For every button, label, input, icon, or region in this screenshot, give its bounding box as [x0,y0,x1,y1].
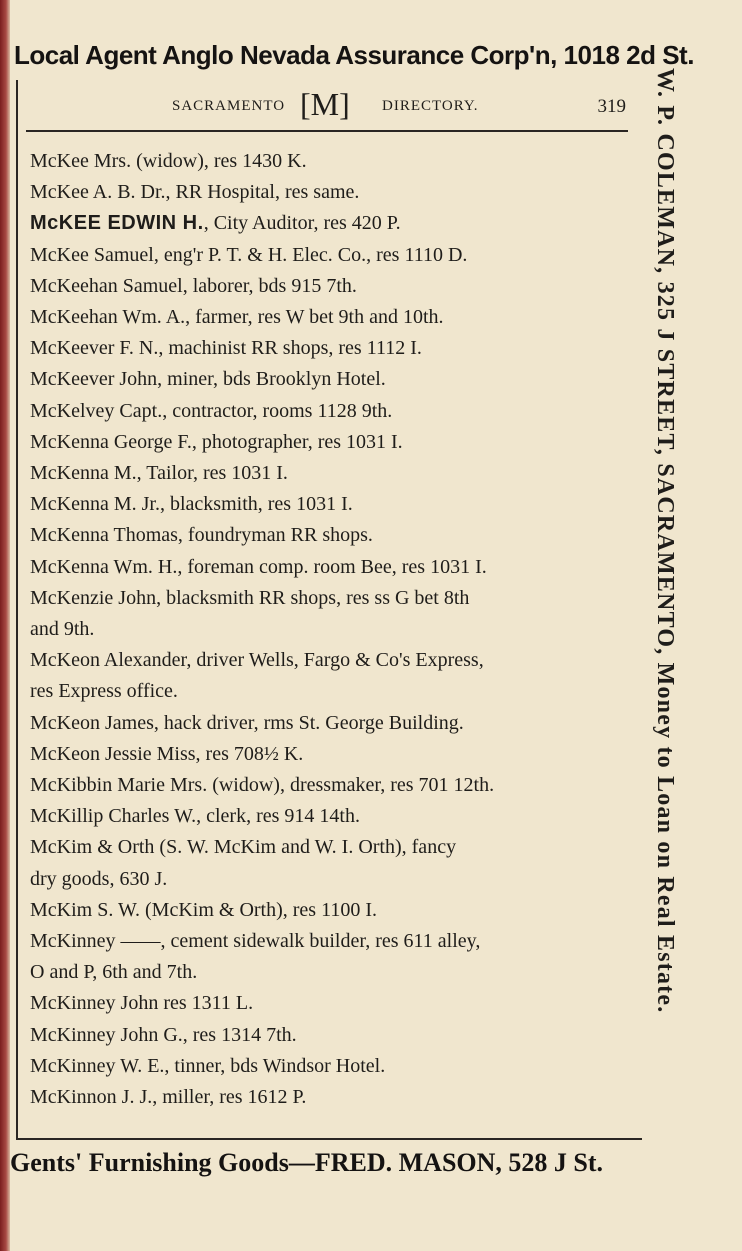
directory-entries [30,146,630,1113]
entry-continuation: dry goods, 630 J. [30,867,168,890]
entry-text: McKenzie John, blacksmith RR shops, res ss G bet 8th [30,586,470,609]
top-advertisement: Local Agent Anglo Nevada Assurance Corp'n, 1018 2d St. [14,40,694,70]
entry-text: McKeon Alexander, driver Wells, Fargo & Co's Express, [30,649,484,672]
entry-text: McKenna Thomas, foundryman RR shops. [30,524,373,547]
book-spine-edge [0,0,10,1251]
directory-entry [30,988,630,1019]
directory-entry [30,645,630,707]
directory-entry [30,583,630,645]
entry-text: McKinney W. E., tinner, bds Windsor Hotel. [30,1054,386,1077]
directory-entry [30,271,630,302]
directory-entry [30,146,630,177]
directory-entry [30,177,630,208]
entry-text: McKEE EDWIN H. [30,212,204,235]
side-advertisement [644,68,686,1148]
entry-text: McKeon James, hack driver, rms St. George Building. [30,711,464,734]
entry-text: McKenna Wm. H., foreman comp. room Bee, res 1031 I. [30,555,487,578]
entry-continuation: O and P, 6th and 7th. [30,961,198,984]
entry-text: McKenna George F., photographer, res 1031 I. [30,430,403,453]
directory-entry [30,708,630,739]
entry-text: McKee Mrs. (widow), res 1430 K. [30,150,307,172]
directory-entry [30,364,630,395]
running-head-directory: DIRECTORY. [382,98,479,114]
directory-entry [30,739,630,770]
directory-entry [30,1020,630,1051]
directory-entry [30,427,630,458]
entry-detail: , City Auditor, res 420 P. [203,212,401,235]
entry-text: McKeehan Wm. A., farmer, res W bet 9th and 10th. [30,306,444,329]
entry-text: McKim S. W. (McKim & Orth), res 1100 I. [30,898,378,921]
entry-text: McKibbin Marie Mrs. (widow), dressmaker, res 701 12th. [30,774,495,797]
directory-entry [30,926,630,988]
entry-text: McKillip Charles W., clerk, res 914 14th. [30,805,360,828]
directory-entry [30,1082,630,1113]
directory-entry [30,1051,630,1082]
bottom-advertisement: Gents' Furnishing Goods—FRED. MASON, 528 J St. [10,1148,604,1177]
directory-entry [30,770,630,801]
directory-entry [30,240,630,271]
entry-continuation: res Express office. [30,680,178,703]
entry-text: McKeever F. N., machinist RR shops, res 1112 I. [30,337,422,360]
entry-text: McKim & Orth (S. W. McKim and W. I. Orth), fancy [30,836,457,859]
directory-entry [30,458,630,489]
directory-entry [30,895,630,926]
directory-entry [30,801,630,832]
entry-text: McKenna M., Tailor, res 1031 I. [30,462,288,485]
entry-text: McKelvey Capt., contractor, rooms 1128 9th. [30,399,393,422]
running-head-city: SACRAMENTO [172,98,286,114]
directory-entry [30,520,630,551]
entry-text: McKinney John G., res 1314 7th. [30,1023,297,1046]
running-head [32,86,628,122]
page-number: 319 [597,96,626,117]
entry-text: McKinnon J. J., miller, res 1612 P. [30,1086,307,1109]
directory-entry [30,832,630,894]
directory-entry [30,552,630,583]
directory-entry [30,333,630,364]
entry-text: McKenna M. Jr., blacksmith, res 1031 I. [30,493,353,516]
entry-text: McKee Samuel, eng'r P. T. & H. Elec. Co., res 1110 D. [30,243,468,266]
entry-continuation: and 9th. [30,618,95,641]
header-rule [26,130,628,132]
entry-text: McKinney John res 1311 L. [30,992,254,1015]
entry-text: McKeever John, miner, bds Brooklyn Hotel. [30,368,386,391]
directory-entry [30,208,630,239]
directory-entry [30,489,630,520]
entry-text: McKeon Jessie Miss, res 708½ K. [30,742,304,765]
entry-text: McKee A. B. Dr., RR Hospital, res same. [30,181,360,204]
running-head-letter: [M] [300,86,350,122]
entry-text: McKeehan Samuel, laborer, bds 915 7th. [30,274,357,297]
page-frame [16,80,642,1140]
side-advertisement-text: W. P. COLEMAN, 325 J STREET, SACRAMENTO, Money to Loan on Real Estate. [652,68,678,1014]
entry-text: McKinney ——, cement sidewalk builder, res 611 alley, [30,930,481,953]
directory-entry [30,396,630,427]
directory-entry [30,302,630,333]
